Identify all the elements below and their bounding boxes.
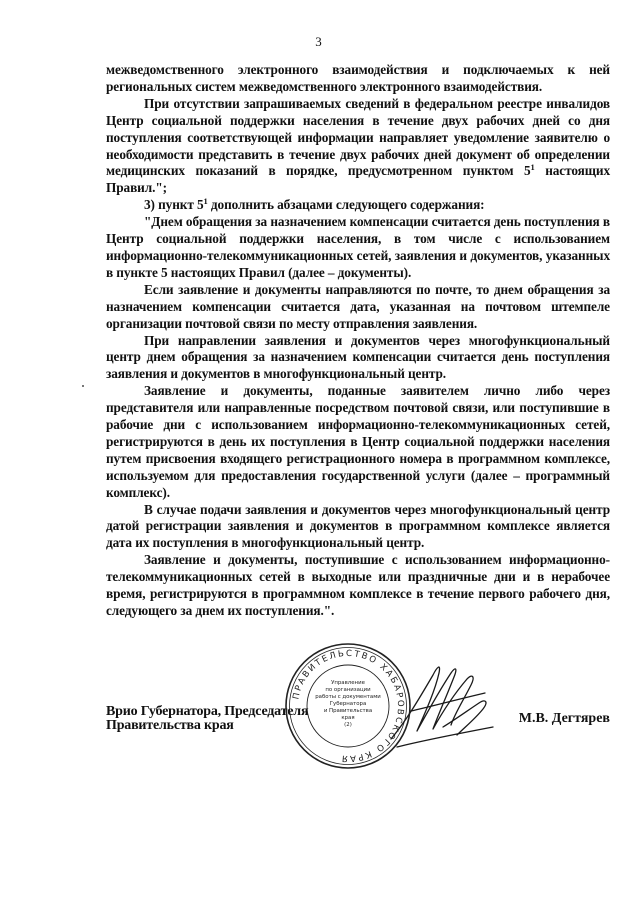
seal-line: работы с документами	[315, 694, 381, 700]
scan-speck	[82, 385, 84, 387]
seal-line: (2)	[344, 722, 352, 728]
document-body	[106, 62, 610, 620]
paragraph: При отсутствии запрашиваемых сведений в федеральном реестре инвалидов Центр социальной поддержки населения в течение двух рабочих дней со дня поступления соответствующей информации направляет уведомление заявителю о необходимости представить в течение двух рабочих дней документ об определении медицинских показаний в порядке, предусмотренном пунктом $5^1$ настоящих Правил.";	[106, 95, 610, 196]
seal-line: Управление	[331, 680, 365, 686]
signer-position-line: Правительства края	[106, 718, 234, 733]
paragraph: В случае подачи заявления и документов через многофункциональный центр датой регистрации заявления и документов в программном комплексе является дата их поступления в многофункциональный центр.	[106, 501, 610, 551]
paragraph: 3) пункт $5^1$ дополнить абзацами следующего содержания:	[144, 196, 485, 213]
paragraph: Заявление и документы, поданные заявителем лично либо через представителя или направленные посредством почтовой связи, или поступившие в рабочие дни с использованием информационно-телекоммуникационных сетей, регистрируются в день их поступления в Центр социальной поддержки населения путем присвоения входящего регистрационного номера в программном комплексе, используемом для предоставления государственной услуги (далее – программный комплекс).	[106, 383, 610, 500]
paragraph: "Днем обращения за назначением компенсации считается день поступления в Центр социальной поддержки населения, в том числе с использованием информационно-телекоммуникационных сетей, заявления и документов, указанных в пункте 5 настоящих Правил (далее – документы).	[106, 214, 610, 280]
seal-line: и Правительства	[323, 708, 373, 714]
paragraph: межведомственного электронного взаимодействия и подключаемых к ней региональных систем межведомственного электронного взаимодействия.	[106, 62, 610, 94]
paragraph: Заявление и документы, поступившие с использованием информационно-телекоммуникационных сетей в выходные или праздничные дни и в нерабочее время, регистрируются в программном комплексе в течение первого рабочего дня, следующего за днем их поступления.".	[106, 552, 610, 618]
seal-ring-text: ПРАВИТЕЛЬСТВО ХАБАРОВСКОГО КРАЯ	[291, 648, 406, 764]
seal-line: по организации	[325, 687, 371, 693]
page-number: 3	[315, 34, 322, 49]
signer-name: М.В. Дегтярев	[518, 711, 610, 726]
seal-line: края	[341, 715, 355, 721]
signer-position-line: Врио Губернатора, Председателя	[106, 704, 309, 719]
handwritten-signature	[381, 651, 506, 761]
paragraph: Если заявление и документы направляются по почте, то днем обращения за назначением компенсации считается дата, указанная на почтовом штемпеле организации почтовой связи по месту отправления заявления.	[106, 281, 610, 331]
paragraph: При направлении заявления и документов через многофункциональный центр днем обращения за назначением компенсации считается день поступления заявления и документов в многофункциональный центр.	[106, 332, 610, 382]
signer-position	[106, 705, 308, 733]
seal-line: Губернатора	[329, 701, 367, 707]
